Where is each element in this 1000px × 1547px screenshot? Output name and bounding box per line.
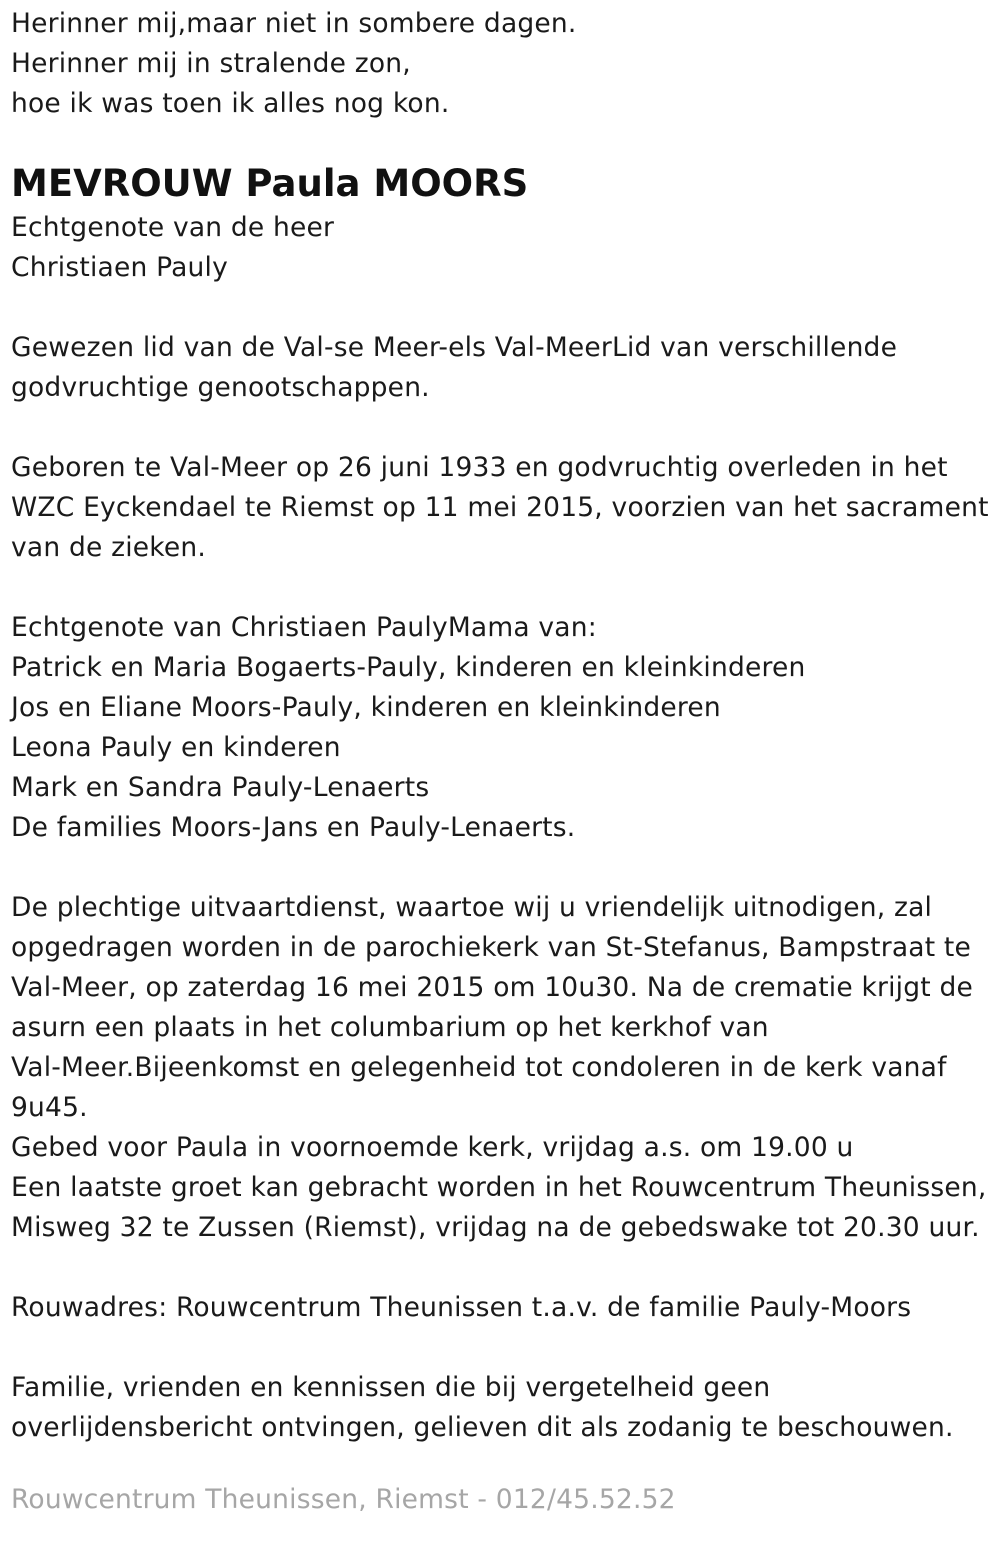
service-line: Gebed voor Paula in voornoemde kerk, vrijdag a.s. om 19.00 u <box>11 1132 854 1163</box>
family-line: Mark en Sandra Pauly-Lenaerts <box>11 772 430 803</box>
membership-line: Gewezen lid van de Val-se Meer-els Val-MeerLid van verschillende <box>11 332 898 363</box>
poem-line: hoe ik was toen ik alles nog kon. <box>11 88 450 119</box>
family-line: Patrick en Maria Bogaerts-Pauly, kinderen en kleinkinderen <box>11 652 806 683</box>
service-line: asurn een plaats in het columbarium op het kerkhof van <box>11 1012 769 1043</box>
poem-line: Herinner mij in stralende zon, <box>11 48 411 79</box>
service-section <box>11 888 996 1248</box>
birth-death-line: Geboren te Val-Meer op 26 juni 1933 en godvruchtig overleden in het <box>11 452 948 483</box>
service-line: opgedragen worden in de parochiekerk van St-Stefanus, Bampstraat te <box>11 932 972 963</box>
obituary-notice <box>11 4 996 1520</box>
service-line: Val-Meer.Bijeenkomst en gelegenheid tot condoleren in de kerk vanaf <box>11 1052 947 1083</box>
family-line: Jos en Eliane Moors-Pauly, kinderen en kleinkinderen <box>11 692 721 723</box>
service-line: Een laatste groet kan gebracht worden in het Rouwcentrum Theunissen, <box>11 1172 987 1203</box>
address-section <box>11 1288 996 1328</box>
funeral-home-footer: Rouwcentrum Theunissen, Riemst - 012/45.52.52 <box>11 1484 676 1515</box>
service-line: 9u45. <box>11 1092 88 1123</box>
service-line: Misweg 32 te Zussen (Riemst), vrijdag na de gebedswake tot 20.30 uur. <box>11 1212 980 1243</box>
family-section <box>11 608 996 848</box>
notice-section <box>11 1368 996 1448</box>
birth-death-section <box>11 448 996 568</box>
spouse-section <box>11 208 996 288</box>
address-line: Rouwadres: Rouwcentrum Theunissen t.a.v. de familie Pauly-Moors <box>11 1292 912 1323</box>
notice-line: Familie, vrienden en kennissen die bij vergetelheid geen <box>11 1372 771 1403</box>
spouse-line: Echtgenote van de heer <box>11 212 335 243</box>
spacer <box>11 1328 996 1368</box>
notice-line: overlijdensbericht ontvingen, gelieven dit als zodanig te beschouwen. <box>11 1412 954 1443</box>
birth-death-line: WZC Eyckendael te Riemst op 11 mei 2015, voorzien van het sacrament <box>11 492 989 523</box>
spacer <box>11 408 996 448</box>
poem-line: Herinner mij,maar niet in sombere dagen. <box>11 8 577 39</box>
spacer <box>11 1248 996 1288</box>
membership-section <box>11 328 996 408</box>
membership-line: godvruchtige genootschappen. <box>11 372 430 403</box>
family-line: Echtgenote van Christiaen PaulyMama van: <box>11 612 597 643</box>
service-line: Val-Meer, op zaterdag 16 mei 2015 om 10u30. Na de crematie krijgt de <box>11 972 974 1003</box>
poem <box>11 4 996 124</box>
family-line: Leona Pauly en kinderen <box>11 732 341 763</box>
spacer <box>11 288 996 328</box>
deceased-name: MEVROUW Paula MOORS <box>11 162 529 205</box>
spouse-line: Christiaen Pauly <box>11 252 228 283</box>
service-line: De plechtige uitvaartdienst, waartoe wij u vriendelijk uitnodigen, zal <box>11 892 933 923</box>
spacer <box>11 568 996 608</box>
birth-death-line: van de zieken. <box>11 532 206 563</box>
spacer <box>11 848 996 888</box>
family-line: De families Moors-Jans en Pauly-Lenaerts. <box>11 812 576 843</box>
